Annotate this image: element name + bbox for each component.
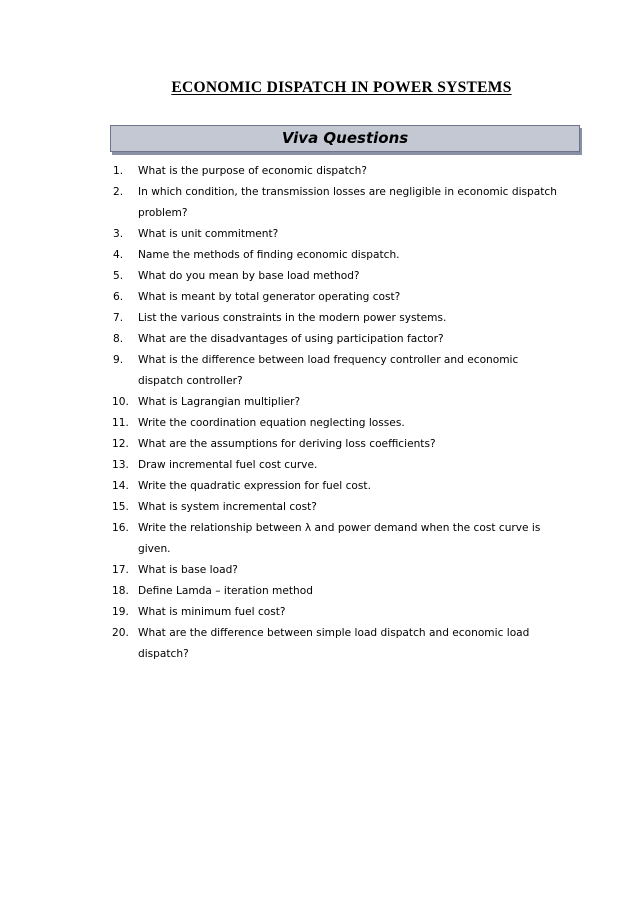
question-number: 11. — [112, 417, 129, 429]
question-item — [0, 434, 558, 455]
question-text: What are the disadvantages of using participation factor? — [138, 333, 444, 345]
page-title — [0, 78, 638, 98]
question-number: 9. — [113, 354, 124, 366]
question-number: 13. — [112, 459, 129, 471]
page-title-text: ECONOMIC DISPATCH IN POWER SYSTEMS — [171, 79, 512, 96]
question-text: What is base load? — [138, 564, 238, 576]
question-text: Draw incremental fuel cost curve. — [138, 459, 318, 471]
question-item — [0, 602, 558, 623]
question-item — [0, 161, 558, 182]
question-item — [0, 455, 558, 476]
question-item — [0, 224, 558, 245]
question-text: List the various constraints in the modern power systems. — [138, 312, 447, 324]
question-text: What is the difference between load frequency controller and economic dispatch controller? — [138, 354, 519, 387]
question-item — [0, 182, 558, 224]
question-text: Write the relationship between λ and power demand when the cost curve is given. — [138, 522, 541, 555]
question-item — [0, 392, 558, 413]
question-text: What is Lagrangian multiplier? — [138, 396, 301, 408]
question-number: 15. — [112, 501, 129, 513]
question-item — [0, 560, 558, 581]
question-number: 5. — [113, 270, 124, 282]
question-item — [0, 413, 558, 434]
question-item — [0, 623, 558, 665]
question-item — [0, 329, 558, 350]
question-number: 10. — [112, 396, 129, 408]
question-text: What is unit commitment? — [138, 228, 279, 240]
question-number: 3. — [113, 228, 124, 240]
question-text: Name the methods of finding economic dispatch. — [138, 249, 400, 261]
question-number: 12. — [112, 438, 129, 450]
question-number: 16. — [112, 522, 129, 534]
question-number: 7. — [113, 312, 124, 324]
question-number: 17. — [112, 564, 129, 576]
question-text: Define Lamda – iteration method — [138, 585, 313, 597]
question-text: In which condition, the transmission losses are negligible in economic dispatch problem? — [138, 186, 557, 219]
question-number: 6. — [113, 291, 124, 303]
question-number: 14. — [112, 480, 129, 492]
section-heading-banner — [110, 125, 580, 152]
question-number: 2. — [113, 186, 124, 198]
question-number: 18. — [112, 585, 129, 597]
question-text: What are the difference between simple load dispatch and economic load dispatch? — [138, 627, 530, 660]
section-heading: Viva Questions — [281, 129, 409, 147]
question-item — [0, 476, 558, 497]
question-text: Write the coordination equation neglecting losses. — [138, 417, 405, 429]
question-item — [0, 350, 558, 392]
question-item — [0, 287, 558, 308]
question-text: What are the assumptions for deriving loss coefficients? — [138, 438, 436, 450]
question-number: 19. — [112, 606, 129, 618]
question-number: 1. — [113, 165, 124, 177]
question-item — [0, 245, 558, 266]
question-text: What is system incremental cost? — [138, 501, 317, 513]
question-text: What is the purpose of economic dispatch? — [138, 165, 367, 177]
question-text: Write the quadratic expression for fuel cost. — [138, 480, 371, 492]
question-item — [0, 581, 558, 602]
question-item — [0, 266, 558, 287]
question-item — [0, 497, 558, 518]
question-number: 8. — [113, 333, 124, 345]
question-number: 4. — [113, 249, 124, 261]
question-text: What is minimum fuel cost? — [138, 606, 286, 618]
question-list — [0, 161, 638, 665]
question-item — [0, 308, 558, 329]
question-number: 20. — [112, 627, 129, 639]
question-text: What is meant by total generator operating cost? — [138, 291, 401, 303]
question-item — [0, 518, 558, 560]
question-text: What do you mean by base load method? — [138, 270, 360, 282]
